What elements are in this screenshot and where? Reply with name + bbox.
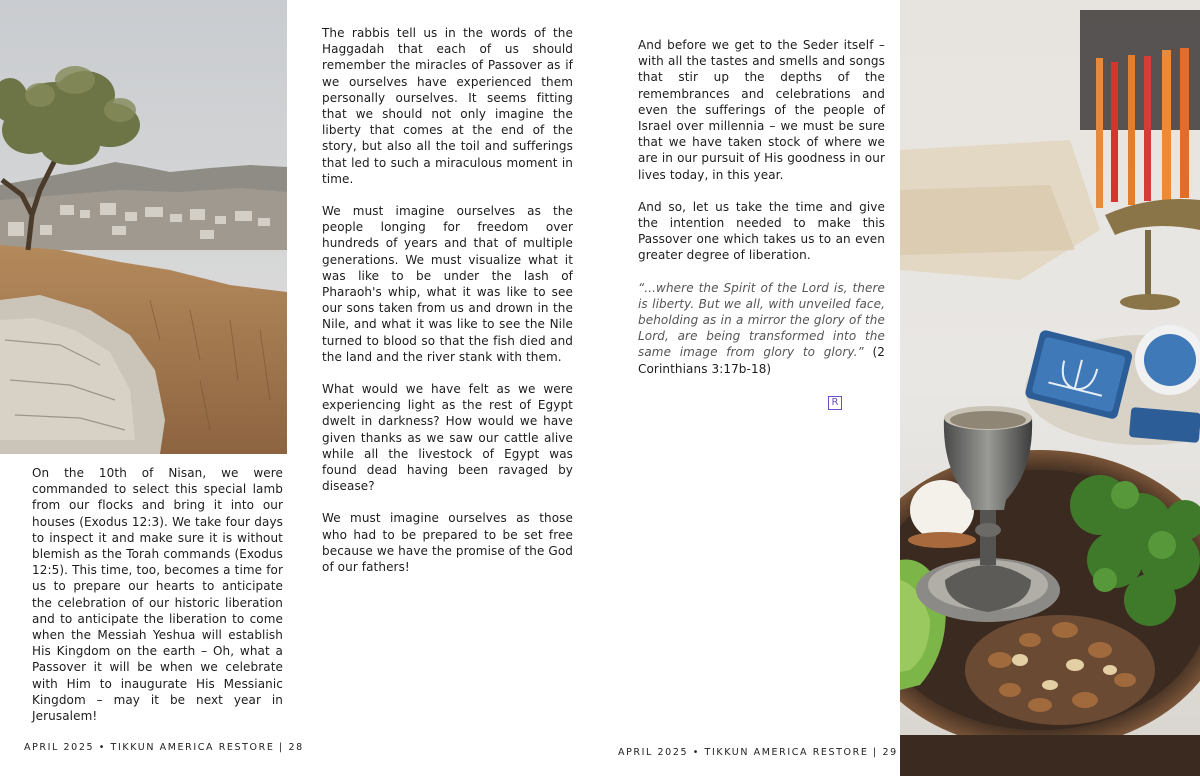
seder-table-photo: [900, 0, 1200, 776]
body-paragraph: We must imagine ourselves as those who had to be prepared to be set free because we have the promise of the God of our fathers!: [322, 511, 573, 575]
footer-left-page: APRIL 2025 • TIKKUN AMERICA RESTORE | 28: [24, 742, 304, 753]
scripture-quote: [638, 280, 885, 377]
olive-tree-landscape-photo: [0, 0, 287, 454]
middle-column: [322, 25, 573, 591]
body-paragraph: The rabbis tell us in the words of the Haggadah that each of us should remember the miracles of Passover as if we ourselves have experienced them personally ourselves. It seems fitting that we should not only imagine the liberty that comes at the end of the story, but also all the toil and sufferings that led to such a miraculous moment in time.: [322, 26, 573, 186]
body-paragraph: We must imagine ourselves as the people longing for freedom over hundreds of years and that of multiple generations. We must visualize what it was like to be under the lash of Pharaoh's whip, what it was like to see our sons taken from us and drown in the Nile, and what it was like to see the Nile turned to blood so that the fish died and the land and the river stank with them.: [322, 204, 573, 364]
quote-reference: (2 Corinthians 3:17b-18): [638, 345, 885, 376]
restore-logo-icon: R: [828, 396, 842, 410]
body-paragraph: On the 10th of Nisan, we were commanded to select this special lamb from our flocks and bring it into our houses (Exodus 12:3). We take four days to inspect it and make sure it is without blemish as the Torah commands (Exodus 12:5). This time, too, becomes a time for us to prepare our hearts to anticipate the celebration of our historic liberation and to anticipate the liberation to come when the Messiah Yeshua will establish His Kingdom on the earth – Oh, what a Passover it will be when we celebrate with Him to inaugurate His Messianic Kingdom – may it be next year in Jerusalem!: [32, 466, 283, 724]
body-paragraph: And before we get to the Seder itself – with all the tastes and smells and songs that stir up the depths of the remembrances and celebrations and even the sufferings of the people of Israel over millennia – we must be sure that we have taken stock of where we are in our pursuit of His goodness in our lives today, in this year.: [638, 38, 885, 182]
left-page-column: [32, 465, 283, 740]
footer-right-page: APRIL 2025 • TIKKUN AMERICA RESTORE | 29: [618, 747, 898, 758]
quote-text: “...where the Spirit of the Lord is, there is liberty. But we all, with unveiled face, beholding as in a mirror the glory of the Lord, are being transformed into the same image from glory to glory.”: [638, 280, 885, 360]
body-paragraph: What would we have felt as we were experiencing light as the rest of Egypt dwelt in darkness? How would we have given thanks as we saw our cattle alive while all the livestock of Egypt was found dead having been ravaged by disease?: [322, 382, 573, 494]
body-paragraph: And so, let us take the time and give the intention needed to make this Passover one which takes us to an even greater degree of liberation.: [638, 199, 885, 263]
right-page-column: [638, 37, 885, 393]
